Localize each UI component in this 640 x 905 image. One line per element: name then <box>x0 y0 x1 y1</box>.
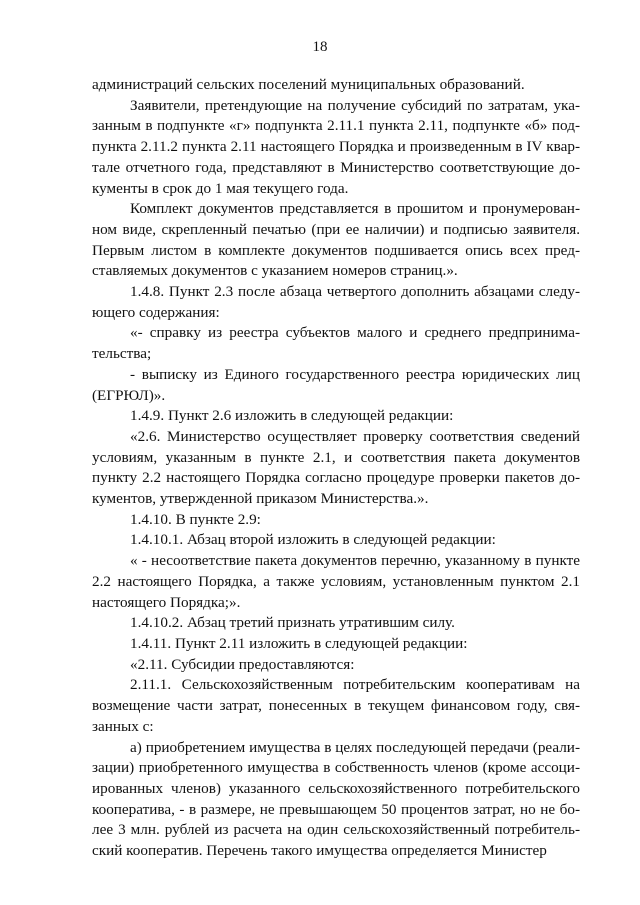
document-body <box>92 75 580 862</box>
paragraph: 1.4.10.1. Абзац второй изложить в следующей редакции: <box>130 531 496 549</box>
paragraph: «2.11. Субсидии предоставляются: <box>130 655 355 673</box>
paragraph: Комплект документов представляется в прошитом и пронумерованном виде, скрепленный печатью (при ее наличии) и подписью заявителя. Первым листом в комплекте документов подшивается опись всех представляемых документов с указанием номеров страниц.». <box>92 200 580 280</box>
page-number: 18 <box>312 39 328 55</box>
paragraph: 1.4.10. В пункте 2.9: <box>130 510 261 528</box>
paragraph: администраций сельских поселений муниципальных образований. <box>92 76 525 93</box>
paragraph: 1.4.8. Пункт 2.3 после абзаца четвертого дополнить абзацами следующего содержания: <box>92 283 580 321</box>
paragraph: Заявители, претендующие на получение субсидий по затратам, указанным в подпункте «г» подпункта 2.11.1 пункта 2.11, подпункте «б» подпункта 2.11.2 пункта 2.11 настоящего Порядка и произведенным в IV квартале отчетного года, представляют в Министерство соответствующие документы в срок до 1 мая текущего года. <box>92 96 580 197</box>
paragraph: 1.4.11. Пункт 2.11 изложить в следующей редакции: <box>130 634 468 652</box>
paragraph: - выписку из Единого государственного реестра юридических лиц (ЕГРЮЛ)». <box>92 365 580 404</box>
paragraph: 1.4.10.2. Абзац третий признать утратившим силу. <box>130 614 455 632</box>
paragraph: 2.11.1. Сельскохозяйственным потребительским кооперативам на возмещение части затрат, понесенных в текущем финансовом году, связанных с: <box>92 676 580 735</box>
paragraph: «- справку из реестра субъектов малого и среднего предпринимательства; <box>92 324 580 363</box>
paragraph: «2.6. Министерство осуществляет проверку соответствия сведений условиям, указанным в пункте 2.1, и соответствия пакета документов пункту 2.2 настоящего Порядка согласно процедуре проверки пакетов документов, утвержденной приказом Министерства.». <box>92 427 580 508</box>
paragraph: а) приобретением имущества в целях последующей передачи (реализации) приобретенного имущества в собственность членов (кроме ассоциированных членов) указанного сельскохозяйственного потребительского кооператива, - в размере, не превышающем 50 процентов затрат, но не более 3 млн. рублей из расчета на один сельскохозяйственный потребительский кооператив. Перечень такого имущества определяется Министер <box>92 738 580 860</box>
paragraph: « - несоответствие пакета документов перечню, указанному в пункте 2.2 настоящего Порядка, а также условиям, установленным пунктом 2.1 настоящего Порядка;». <box>92 552 580 611</box>
paragraph: 1.4.9. Пункт 2.6 изложить в следующей редакции: <box>130 407 454 425</box>
